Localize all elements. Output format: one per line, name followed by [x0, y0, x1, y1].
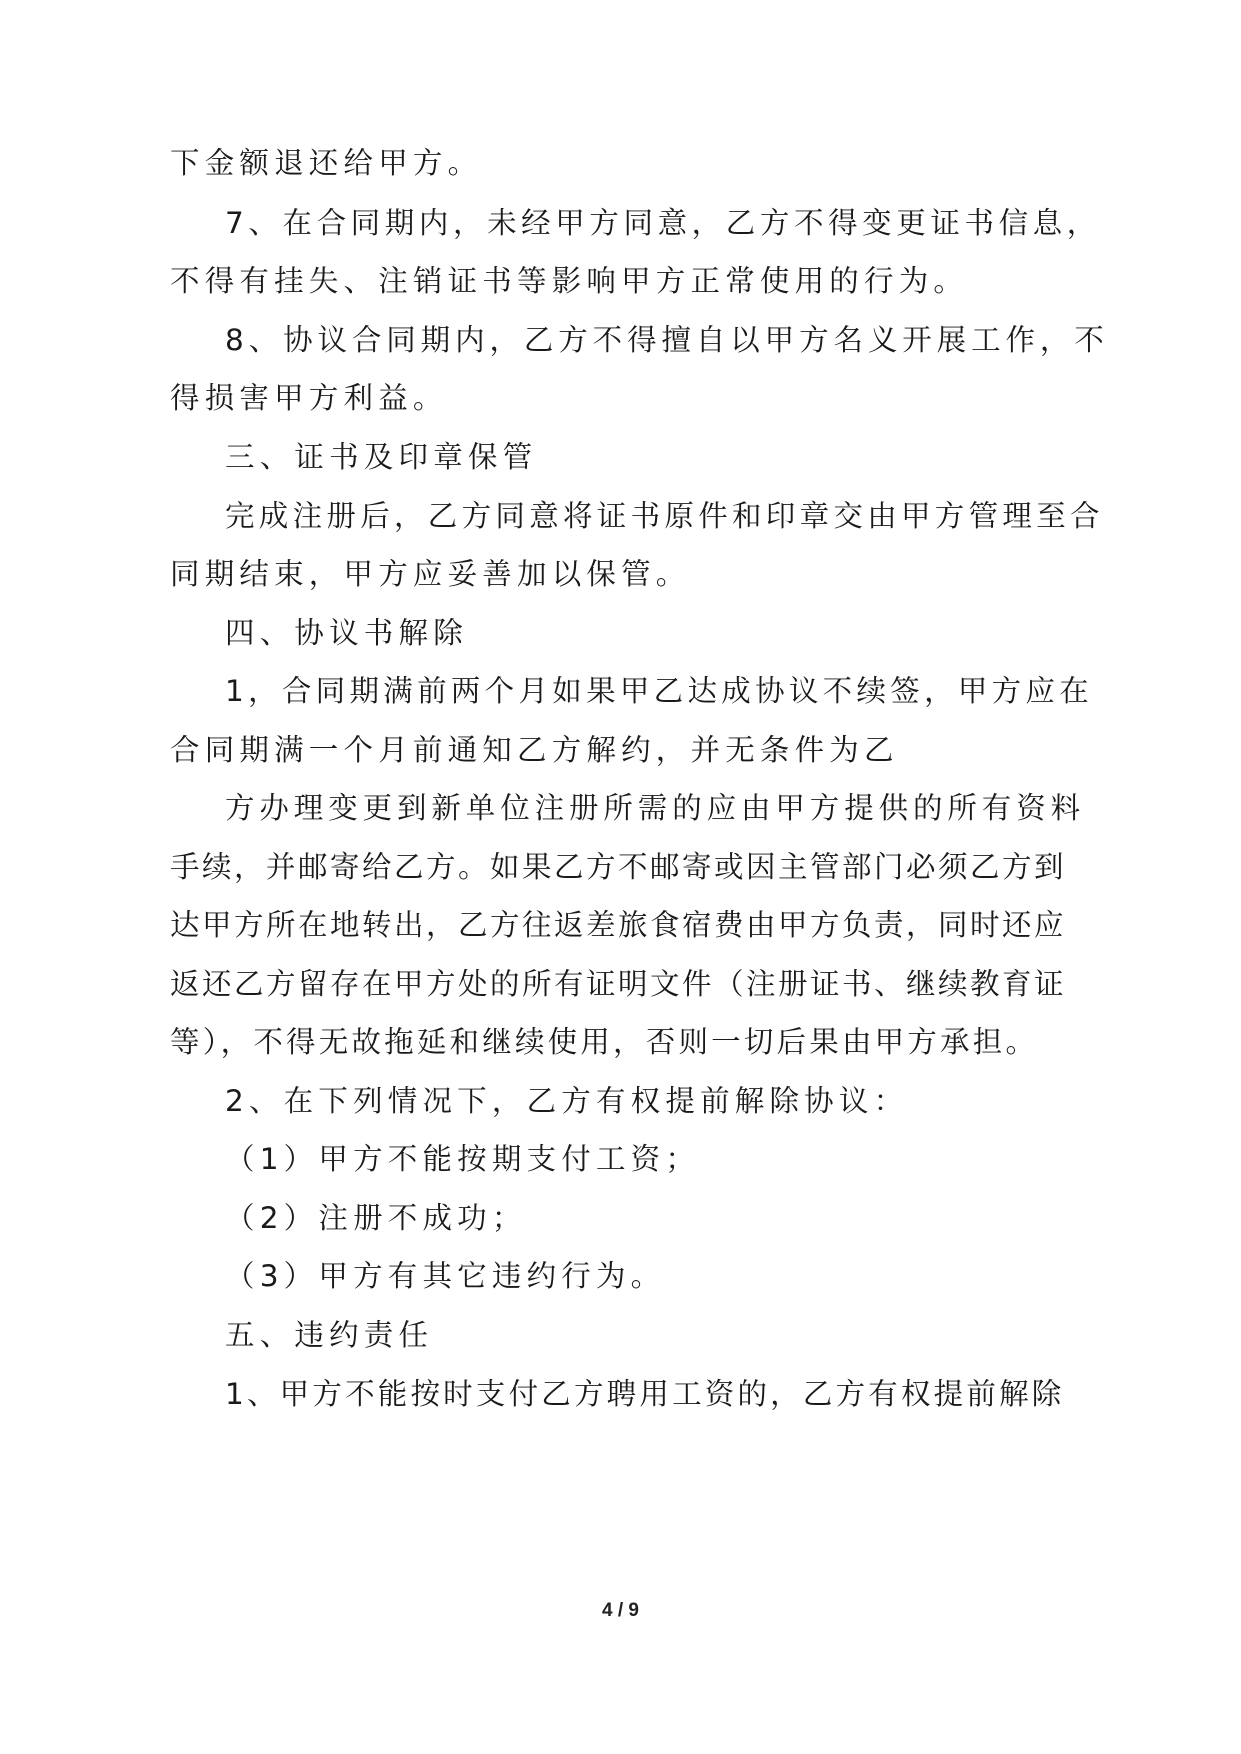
body-line: 7、在合同期内，未经甲方同意，乙方不得变更证书信息，	[225, 206, 1101, 240]
list-item: （2）注册不成功；	[225, 1201, 527, 1235]
body-line: 8、协议合同期内，乙方不得擅自以甲方名义开展工作，不	[225, 323, 1109, 357]
body-line: 1，合同期满前两个月如果甲乙达成协议不续签，甲方应在	[225, 674, 1094, 708]
section-heading: 五、违约责任	[225, 1318, 434, 1352]
page-number: 4 / 9	[602, 1600, 639, 1621]
list-item: （1）甲方不能按期支付工资；	[225, 1142, 701, 1176]
body-line: 2、在下列情况下，乙方有权提前解除协议：	[225, 1084, 909, 1118]
body-line: 手续，并邮寄给乙方。如果乙方不邮寄或因主管部门必须乙方到	[170, 850, 1067, 884]
body-line: 方办理变更到新单位注册所需的应由甲方提供的所有资料	[225, 791, 1086, 825]
body-line: 1、甲方不能按时支付乙方聘用工资的，乙方有权提前解除	[225, 1377, 1065, 1411]
section-heading: 四、协议书解除	[225, 616, 468, 650]
body-line: 得损害甲方利益。	[170, 381, 448, 415]
body-line: 下金额退还给甲方。	[170, 146, 483, 180]
body-line: 合同期满一个月前通知乙方解约，并无条件为乙	[170, 733, 899, 767]
body-line: 完成注册后，乙方同意将证书原件和印章交由甲方管理至合	[225, 499, 1104, 533]
body-line: 等），不得无故拖延和继续使用，否则一切后果由甲方承担。	[170, 1025, 1039, 1059]
body-line: 返还乙方留存在甲方处的所有证明文件（注册证书、继续教育证	[170, 967, 1067, 1001]
body-line: 同期结束，甲方应妥善加以保管。	[170, 557, 691, 591]
section-heading: 三、证书及印章保管	[225, 440, 538, 474]
body-line: 不得有挂失、注销证书等影响甲方正常使用的行为。	[170, 264, 969, 298]
list-item: （3）甲方有其它违约行为。	[225, 1259, 666, 1293]
body-line: 达甲方所在地转出，乙方往返差旅食宿费由甲方负责，同时还应	[170, 908, 1067, 942]
